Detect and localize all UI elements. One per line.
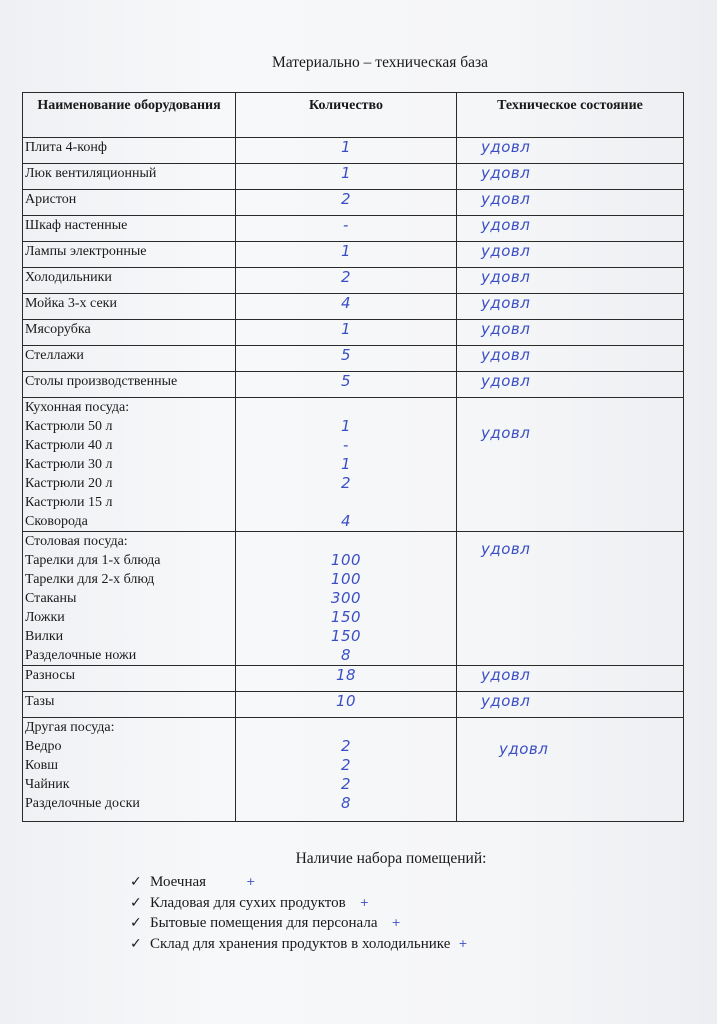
row-qty: 10 bbox=[236, 692, 457, 718]
row-state: удовл bbox=[457, 164, 684, 190]
row-name: Стеллажи bbox=[23, 346, 236, 372]
other-names bbox=[23, 718, 236, 822]
row-qty: 2 bbox=[236, 268, 457, 294]
list-item: Кастрюли 20 л bbox=[25, 476, 113, 491]
spacer bbox=[25, 813, 233, 821]
qty-value: 1 bbox=[340, 417, 352, 435]
row-name: Холодильники bbox=[23, 268, 236, 294]
list-item: Кастрюли 30 л bbox=[25, 457, 113, 472]
row-qty: - bbox=[236, 216, 457, 242]
list-item: Кастрюли 15 л bbox=[25, 495, 113, 510]
header-name: Наименование оборудования bbox=[23, 93, 236, 138]
row-name: Мойка 3-х секи bbox=[23, 294, 236, 320]
row-state: удовл bbox=[457, 242, 684, 268]
row-state: удовл bbox=[457, 294, 684, 320]
room-label: Кладовая для сухих продуктов bbox=[150, 894, 346, 911]
list-item bbox=[130, 872, 468, 893]
qty-value bbox=[238, 493, 454, 512]
tableware-state bbox=[457, 532, 684, 666]
row-state: удовл bbox=[457, 372, 684, 398]
plus-mark: + bbox=[391, 916, 401, 929]
list-item: Ковш bbox=[25, 758, 59, 773]
list-item: Кухонная посуда: bbox=[25, 400, 130, 415]
list-item: Кастрюли 40 л bbox=[25, 438, 113, 453]
check-icon: ✓ bbox=[130, 874, 142, 890]
list-item: Кастрюли 50 л bbox=[25, 419, 113, 434]
table-row-tableware bbox=[23, 532, 684, 666]
row-qty: 1 bbox=[236, 242, 457, 268]
list-item: Стаканы bbox=[25, 591, 77, 606]
table-row bbox=[23, 320, 684, 346]
table-row bbox=[23, 666, 684, 692]
room-label: Моечная bbox=[150, 874, 207, 890]
list-item: Чайник bbox=[25, 777, 70, 792]
qty-value bbox=[238, 398, 454, 417]
qty-value: 300 bbox=[330, 589, 362, 607]
row-name: Лампы электронные bbox=[23, 242, 236, 268]
plus-mark: + bbox=[458, 936, 468, 950]
row-qty: 5 bbox=[236, 372, 457, 398]
state-value: удовл bbox=[481, 424, 531, 442]
row-state: удовл bbox=[457, 346, 684, 372]
room-label: Склад для хранения продуктов в холодильнике bbox=[150, 935, 451, 952]
list-item: Столовая посуда: bbox=[25, 534, 128, 549]
list-item bbox=[130, 913, 468, 934]
row-state: удовл bbox=[457, 320, 684, 346]
list-item: Тарелки для 1-х блюда bbox=[25, 553, 161, 568]
kitchenware-names bbox=[23, 398, 236, 532]
row-name: Столы производственные bbox=[23, 372, 236, 398]
list-item: Тарелки для 2-х блюд bbox=[25, 572, 155, 587]
check-icon: ✓ bbox=[130, 915, 142, 931]
check-icon: ✓ bbox=[130, 894, 142, 911]
row-qty: 2 bbox=[236, 190, 457, 216]
row-name: Аристон bbox=[23, 190, 236, 216]
kitchenware-state bbox=[457, 398, 684, 532]
qty-value: 4 bbox=[340, 512, 352, 530]
qty-value: 8 bbox=[340, 794, 352, 812]
qty-value: 1 bbox=[340, 455, 352, 473]
row-name: Мясорубка bbox=[23, 320, 236, 346]
list-item bbox=[130, 934, 468, 955]
table-row-kitchenware bbox=[23, 398, 684, 532]
plus-mark: + bbox=[246, 875, 256, 888]
plus-mark: + bbox=[359, 895, 369, 909]
table-row bbox=[23, 346, 684, 372]
room-label: Бытовые помещения для персонала bbox=[150, 915, 378, 931]
list-item: Ведро bbox=[25, 739, 62, 754]
row-state: удовл bbox=[457, 666, 684, 692]
state-value: удовл bbox=[499, 740, 549, 758]
list-item: Сковорода bbox=[25, 514, 88, 529]
tableware-names bbox=[23, 532, 236, 666]
row-qty: 18 bbox=[236, 666, 457, 692]
row-qty: 1 bbox=[236, 320, 457, 346]
header-condition: Техническое состояние bbox=[457, 93, 684, 138]
row-qty: 4 bbox=[236, 294, 457, 320]
table-row bbox=[23, 692, 684, 718]
page-title: Материально – техническая база bbox=[271, 54, 488, 71]
table-row bbox=[23, 268, 684, 294]
table-row bbox=[23, 164, 684, 190]
table-row bbox=[23, 216, 684, 242]
qty-value bbox=[238, 532, 454, 551]
list-item: Разделочные доски bbox=[25, 796, 140, 811]
row-name: Тазы bbox=[23, 692, 236, 718]
row-name: Шкаф настенные bbox=[23, 216, 236, 242]
list-item: Вилки bbox=[25, 629, 64, 644]
row-state: удовл bbox=[457, 268, 684, 294]
row-state: удовл bbox=[457, 692, 684, 718]
qty-value: 150 bbox=[330, 627, 362, 645]
row-qty: 5 bbox=[236, 346, 457, 372]
list-item: Разделочные ножи bbox=[25, 648, 137, 663]
qty-value: 2 bbox=[340, 756, 352, 774]
qty-value: 2 bbox=[340, 737, 352, 755]
list-item bbox=[130, 893, 468, 914]
row-qty: 1 bbox=[236, 138, 457, 164]
table-header-row bbox=[23, 93, 684, 138]
row-state: удовл bbox=[457, 190, 684, 216]
qty-value: 2 bbox=[340, 474, 352, 492]
rooms-heading: Наличие набора помещений: bbox=[295, 850, 487, 867]
other-state bbox=[457, 718, 684, 822]
list-item: Ложки bbox=[25, 610, 65, 625]
other-qty bbox=[236, 718, 457, 822]
table-row bbox=[23, 190, 684, 216]
row-state: удовл bbox=[457, 216, 684, 242]
row-name: Люк вентиляционный bbox=[23, 164, 236, 190]
qty-value: 150 bbox=[330, 608, 362, 626]
table-row-other bbox=[23, 718, 684, 822]
qty-value bbox=[238, 718, 454, 737]
qty-value: 100 bbox=[330, 570, 362, 588]
list-item: Другая посуда: bbox=[25, 720, 115, 735]
tableware-qty bbox=[236, 532, 457, 666]
row-name: Плита 4-конф bbox=[23, 138, 236, 164]
equipment-table bbox=[22, 92, 684, 822]
qty-value: - bbox=[343, 436, 349, 454]
qty-value: 8 bbox=[340, 646, 352, 664]
table-row bbox=[23, 138, 684, 164]
rooms-list bbox=[130, 872, 468, 954]
state-value: удовл bbox=[481, 540, 531, 558]
table-row bbox=[23, 294, 684, 320]
row-qty: 1 bbox=[236, 164, 457, 190]
qty-value: 2 bbox=[340, 775, 352, 793]
qty-value: 100 bbox=[330, 551, 362, 569]
row-state: удовл bbox=[457, 138, 684, 164]
table-row bbox=[23, 372, 684, 398]
table-row bbox=[23, 242, 684, 268]
row-name: Разносы bbox=[23, 666, 236, 692]
kitchenware-qty bbox=[236, 398, 457, 532]
header-quantity: Количество bbox=[236, 93, 457, 138]
check-icon: ✓ bbox=[130, 935, 142, 952]
